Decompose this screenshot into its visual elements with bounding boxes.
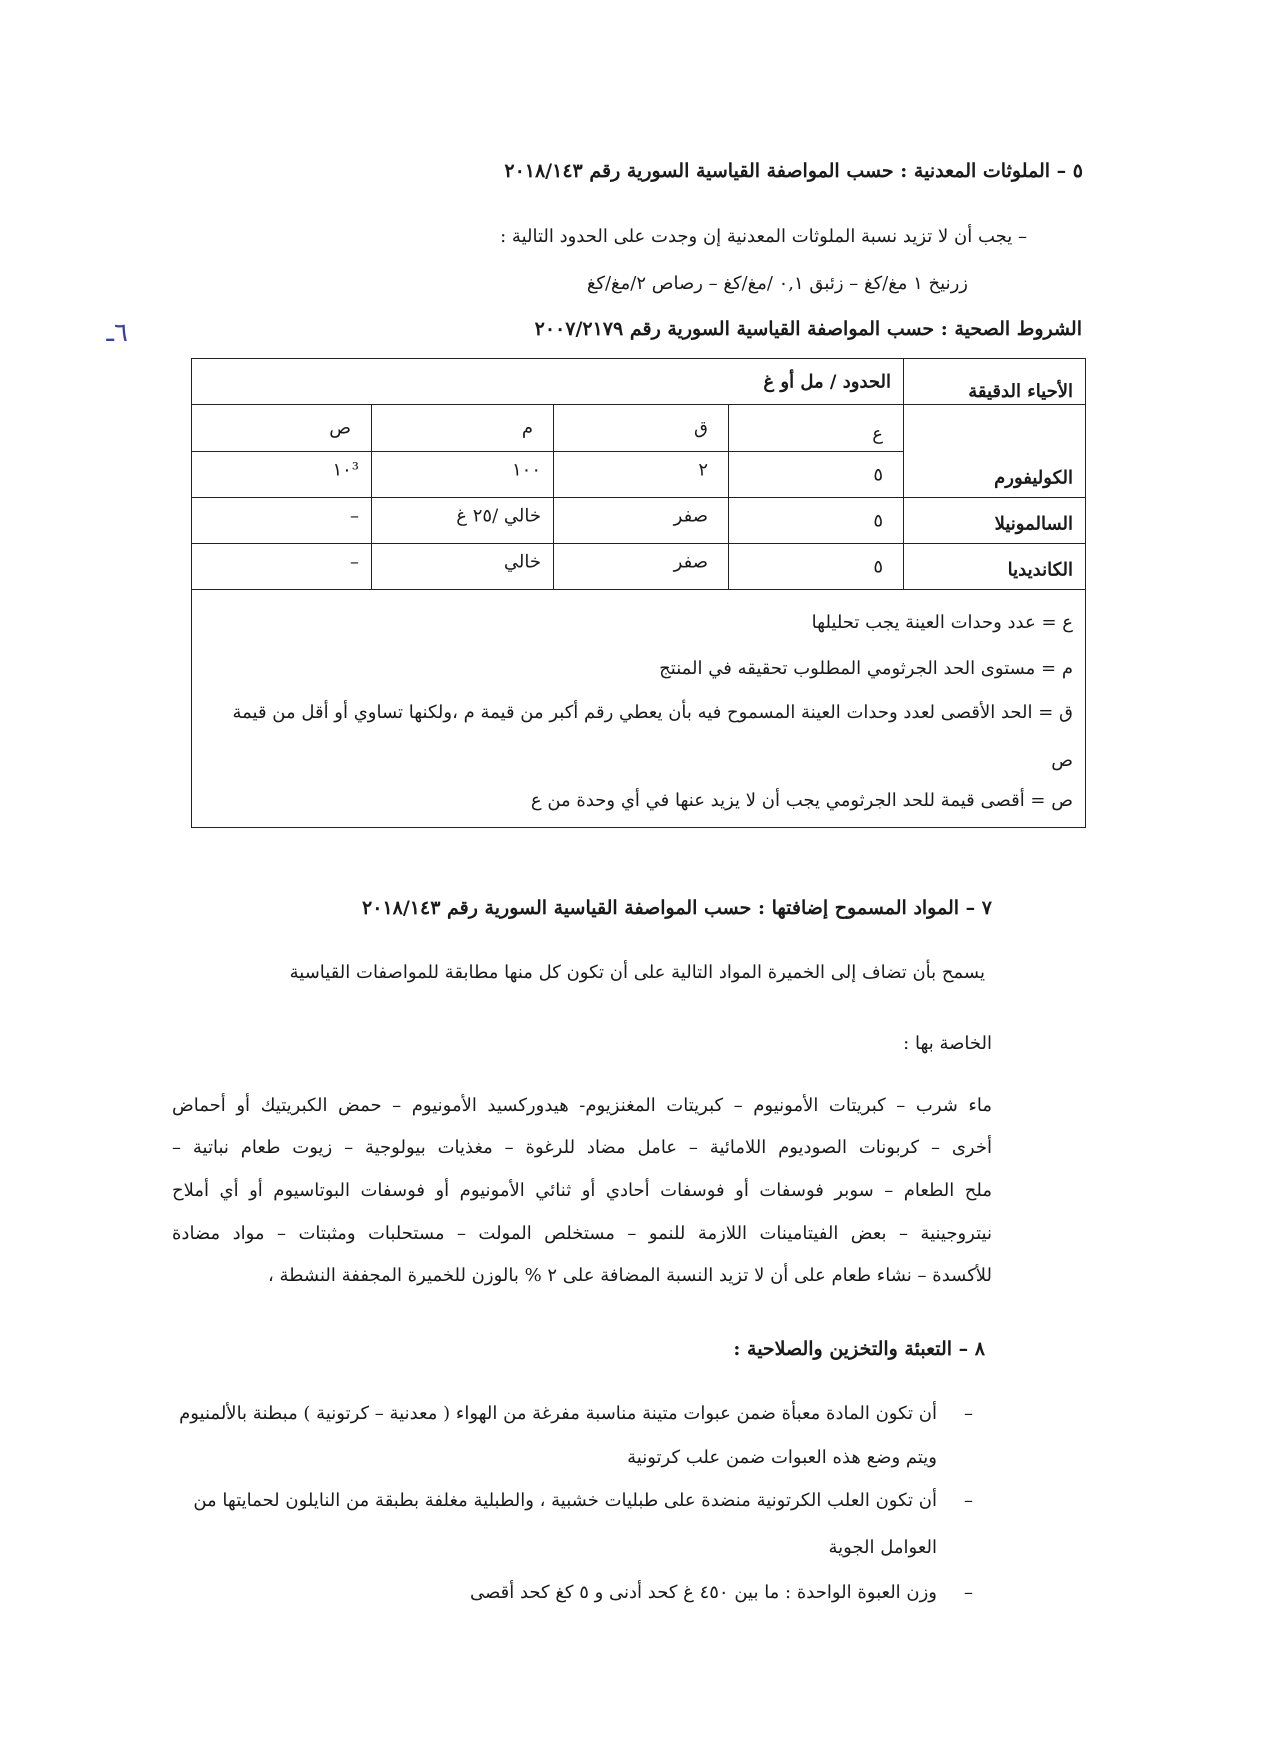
bullet-line: أن تكون المادة معبأة ضمن عبوات متينة مناسبة مفرغة من الهواء ( معدنية – كرتونية ) مبطنة بالألمنيوم — [179, 1403, 937, 1424]
section6-heading: الشروط الصحية : حسب المواصفة القياسية السورية رقم ٢٠٠٧/٢١٧٩ — [534, 318, 1082, 340]
table-row: الكوليفورم ٥ ٢ ١٠٠ ١٠³ — [192, 452, 1085, 498]
subheader-cell: م — [371, 405, 553, 451]
legend-line: ق = الحد الأقصى لعدد وحدات العينة المسموح فيه بأن يعطي رقم أكبر من قيمة م ،ولكنها تساوي أو أقل من قيمة — [232, 702, 1073, 723]
section7-paragraph-line: أخرى – كربونات الصوديوم اللامائية – عامل مضاد للرغوة – مغذيات بيولوجية – زيوت طعام نباتية – — [172, 1137, 992, 1158]
table-row: السالمونيلا ٥ صفر خالي /٢٥ غ – — [192, 498, 1085, 544]
subheader-cell: ص — [329, 417, 351, 439]
legend-line: م = مستوى الحد الجرثومي المطلوب تحقيقه في المنتج — [659, 658, 1073, 679]
bullet-line: وزن العبوة الواحدة : ما بين ٤٥٠ غ كحد أدنى و ٥ كغ كحد أقصى — [470, 1582, 937, 1603]
bullet-dash: – — [964, 1490, 973, 1511]
header-limits-cell — [192, 359, 903, 404]
header-microbes: الأحياء الدقيقة — [968, 381, 1073, 402]
legend-line: ص = أقصى قيمة للحد الجرثومي يجب أن لا يزيد عنها في أي وحدة من ع — [530, 790, 1073, 811]
table-subheader-row — [192, 405, 903, 452]
bullet-line: العوامل الجوية — [828, 1537, 937, 1558]
row-name: الكوليفورم — [994, 467, 1073, 489]
bullet-dash: – — [964, 1403, 973, 1424]
legend-line: ص — [1051, 750, 1073, 771]
section7-paragraph-line: للأكسدة – نشاء طعام على أن لا تزيد النسبة المضافة على ٢ % بالوزن للخميرة المجففة النشطة ، — [267, 1265, 992, 1286]
section5-line2: زرنيخ ١ مغ/كغ – زئبق ٠,١ /مغ/كغ – رصاص ٢/مغ/كغ — [586, 273, 968, 294]
header-microbes-cell — [903, 359, 1085, 452]
table-legend — [192, 590, 1085, 827]
bullet-line: أن تكون العلب الكرتونية منضدة على طبليات خشبية ، والطبلية مغلفة بطبقة من النايلون لحمايتها من — [193, 1490, 937, 1511]
row-name: الكانديديا — [1007, 559, 1073, 581]
section7-paragraph-line: نيتروجينية – بعض الفيتامينات اللازمة للنمو – مستخلص المولت – مستحلبات ومثبتات – مواد مضادة — [172, 1223, 992, 1244]
bullet-dash: – — [964, 1582, 973, 1603]
table-header-row — [192, 359, 1085, 405]
header-limits: الحدود / مل أو غ — [763, 371, 891, 392]
section7-intro-cont: الخاصة بها : — [903, 1033, 992, 1054]
bullet-line: ويتم وضع هذه العبوات ضمن علب كرتونية — [627, 1447, 937, 1468]
legend-line: ع = عدد وحدات العينة يجب تحليلها — [811, 612, 1073, 633]
section7-heading: ٧ – المواد المسموح إضافتها : حسب المواصفة القياسية السورية رقم ٢٠١٨/١٤٣ — [362, 897, 992, 919]
section7-intro: يسمح بأن تضاف إلى الخميرة المواد التالية على أن تكون كل منها مطابقة للمواصفات القياسية — [289, 962, 985, 983]
section5-line1: – يجب أن لا تزيد نسبة الملوثات المعدنية إن وجدت على الحدود التالية : — [500, 226, 1027, 247]
microbiology-table — [191, 358, 1086, 828]
table-row: الكانديديا ٥ صفر خالي – — [192, 544, 1085, 590]
subheader-cell: ع — [728, 405, 903, 451]
section8-heading: ٨ – التعبئة والتخزين والصلاحية : — [733, 1338, 985, 1360]
row-name: السالمونيلا — [994, 513, 1073, 535]
section7-paragraph-line: ملح الطعام – سوبر فوسفات أو فوسفات أحادي أو ثنائي الأمونيوم أو فوسفات البوتاسيوم أو أي أملاح — [172, 1180, 992, 1201]
subheader-cell: ق — [553, 405, 728, 451]
section7-paragraph-line: ماء شرب – كبريتات الأمونيوم – كبريتات المغنزيوم- هيدوركسيد الأمونيوم – حمض الكبريتيك أو أحماض — [172, 1095, 992, 1116]
section5-heading: ٥ – الملوثات المعدنية : حسب المواصفة القياسية السورية رقم ٢٠١٨/١٤٣ — [504, 160, 1083, 182]
handwritten-section-number: ٦ـ — [106, 318, 128, 348]
